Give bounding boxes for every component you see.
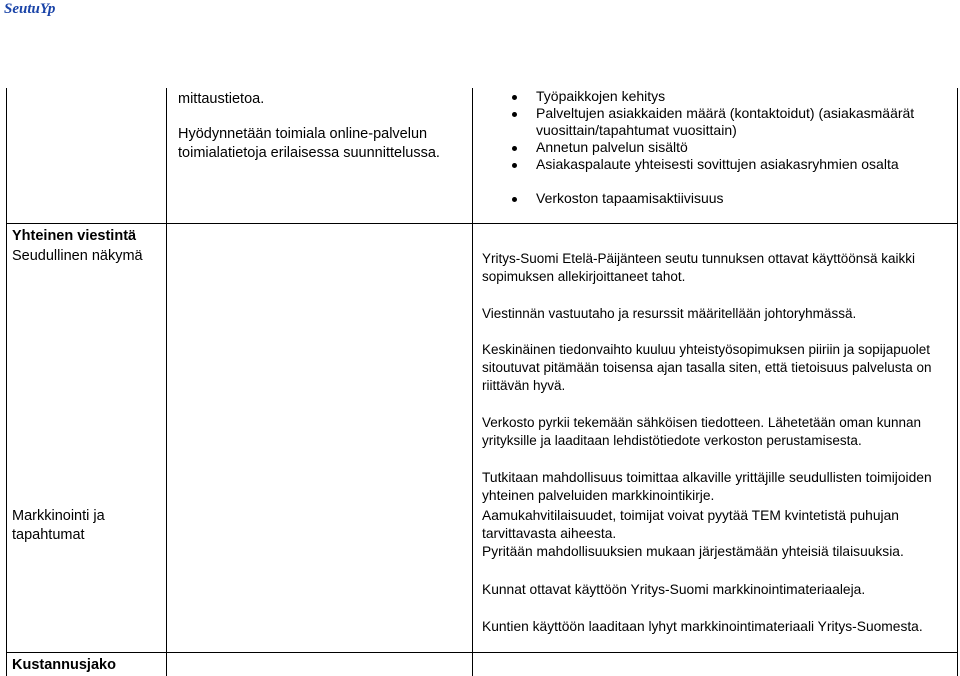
indicator-item: Verkoston tapaamisaktiivisuus bbox=[536, 190, 724, 206]
section-label-markkinointi-2: tapahtumat bbox=[12, 527, 85, 543]
indicator-item: Palveltujen asiakkaiden määrä (kontaktoidut) (asiakasmäärät bbox=[536, 105, 915, 121]
col2-line-3: toimialatietoja erilaisessa suunnittelussa. bbox=[178, 145, 440, 161]
table-divider-1 bbox=[166, 88, 167, 676]
row-divider-viestinta bbox=[6, 223, 958, 224]
viestinta-paragraph-4: Verkosto pyrkii tekemään sähköisen tiedotteen. Lähetetään oman kunnan bbox=[482, 415, 922, 430]
viestinta-paragraph-1: Yritys-Suomi Etelä-Päijänteen seutu tunnuksen ottavat käyttöönsä kaikki bbox=[482, 251, 915, 266]
markkinointi-paragraph-4: Kunnat ottavat käyttöön Yritys-Suomi markkinointimateriaaleja. bbox=[482, 582, 866, 597]
viestinta-paragraph-1b: sopimuksen allekirjoittaneet tahot. bbox=[482, 269, 686, 284]
markkinointi-paragraph-3: Pyritään mahdollisuuksien mukaan järjestämään yhteisiä tilaisuuksia. bbox=[482, 544, 904, 559]
markkinointi-paragraph-5: Kuntien käyttöön laaditaan lyhyt markkinointimateriaali Yritys-Suomesta. bbox=[482, 619, 923, 634]
section-heading-viestinta: Yhteinen viestintä bbox=[12, 228, 137, 244]
viestinta-paragraph-2: Viestinnän vastuutaho ja resurssit määritellään johtoryhmässä. bbox=[482, 306, 857, 321]
section-label-markkinointi: Markkinointi ja bbox=[12, 508, 105, 524]
bullet-icon bbox=[512, 163, 517, 168]
table-divider-2 bbox=[472, 88, 473, 676]
indicator-item-continuation: vuosittain/tapahtumat vuosittain) bbox=[536, 122, 737, 138]
markkinointi-paragraph-1: Tutkitaan mahdollisuus toimittaa alkaville yrittäjille seudullisten toimijoiden bbox=[482, 470, 932, 485]
viestinta-paragraph-3b: sitoutuvat pitämään toisensa ajan tasalla siten, että tietoisuus palvelusta on bbox=[482, 360, 932, 375]
indicator-item: Annetun palvelun sisältö bbox=[536, 139, 688, 155]
bullet-icon bbox=[512, 146, 517, 151]
row-divider-kustannus bbox=[6, 652, 958, 653]
viestinta-paragraph-3c: riittävän hyvä. bbox=[482, 378, 566, 393]
markkinointi-paragraph-2: Aamukahvitilaisuudet, toimijat voivat pyytää TEM kvintetistä puhujan bbox=[482, 508, 899, 523]
brand-logo: SeutuYp bbox=[4, 1, 56, 17]
col2-line-2: Hyödynnetään toimiala online-palvelun bbox=[178, 126, 428, 142]
markkinointi-paragraph-1b: yhteinen palveluiden markkinointikirje. bbox=[482, 488, 715, 503]
section-heading-kustannusjako: Kustannusjako bbox=[12, 657, 116, 673]
col2-line-1: mittaustietoa. bbox=[178, 91, 265, 107]
bullet-icon bbox=[512, 197, 517, 202]
indicator-item: Työpaikkojen kehitys bbox=[536, 88, 666, 104]
bullet-icon bbox=[512, 95, 517, 100]
bullet-icon bbox=[512, 112, 517, 117]
table-border-left bbox=[6, 88, 7, 676]
section-sublabel-seudullinen: Seudullinen näkymä bbox=[12, 248, 143, 264]
viestinta-paragraph-3: Keskinäinen tiedonvaihto kuuluu yhteistyösopimuksen piiriin ja sopijapuolet bbox=[482, 342, 931, 357]
markkinointi-paragraph-2b: tarvittavasta aiheesta. bbox=[482, 526, 617, 541]
viestinta-paragraph-4b: yrityksille ja laaditaan lehdistötiedote verkoston perustamisesta. bbox=[482, 433, 862, 448]
indicator-item: Asiakaspalaute yhteisesti sovittujen asiakasryhmien osalta bbox=[536, 156, 899, 172]
table-border-right bbox=[957, 88, 958, 676]
